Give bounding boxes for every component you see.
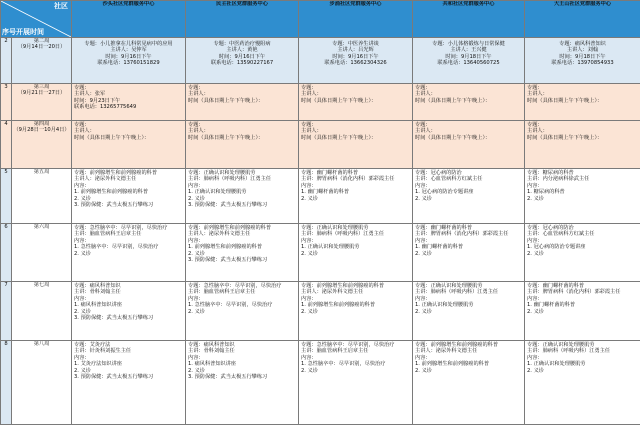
schedule-cell[interactable] xyxy=(299,282,413,341)
cell-text: 专题： 主讲人：张军 时间：9月23日下午 联系电话：13265775649 xyxy=(72,84,185,112)
schedule-cell[interactable] xyxy=(413,169,525,224)
schedule-cell[interactable] xyxy=(413,341,525,425)
schedule-cell[interactable] xyxy=(186,84,299,121)
row-number[interactable]: 6 xyxy=(1,224,12,282)
schedule-cell[interactable] xyxy=(299,169,413,224)
cell-text: 专题：糖尿病的科普 主讲：内分泌病科徐武主任 内容： 1. 糖尿病的科普 2. 义诊 xyxy=(525,169,640,203)
cell-text: 专题：中医养生讲谈 主讲人：吕光辉 时间：9月16日下午 联系电话：13662304326 xyxy=(299,38,412,68)
week-label: 第二周 （9月14日一20日） xyxy=(12,38,71,51)
cell-text: 专题：痛风科普知识 主讲人：刘翰 时间：9月18日下午 联系电话：13970854933 xyxy=(525,38,640,68)
row-number[interactable]: 7 xyxy=(1,282,12,341)
table-row xyxy=(1,84,640,121)
row-number[interactable]: 3 xyxy=(1,84,12,121)
schedule-cell[interactable] xyxy=(299,341,413,425)
cell-text: 专题：幽门螺杆菌的科普 主讲：脾胃病科（消化内科）郭彩霞主任 内容： 1. 幽门螺杆菌的科普 2. 义诊 xyxy=(525,282,640,316)
schedule-cell[interactable] xyxy=(525,121,640,169)
header-row xyxy=(1,1,640,38)
table-row xyxy=(1,38,640,84)
schedule-cell[interactable] xyxy=(525,38,640,84)
cell-text: 专题：痛风科普知识 主讲：骨科刘翰主任 内容： 1. 痛风科普知识讲座 2. 义诊 3. 预防保健：武当太极五行攀练习 xyxy=(72,282,185,322)
schedule-cell[interactable] xyxy=(525,282,640,341)
week-cell[interactable] xyxy=(12,84,72,121)
schedule-cell[interactable] xyxy=(72,38,186,84)
table-row xyxy=(1,121,640,169)
schedule-cell[interactable] xyxy=(72,169,186,224)
column-header-dawangshan[interactable]: 大王山社区党群服务中心 xyxy=(525,1,640,38)
cell-text: 专题：前列腺增生和前列腺癌的科普 主讲人：泌尿外科文德主任 内容： 1. 前列腺增生和前列腺癌的科普 2. 义诊 xyxy=(413,341,524,375)
cell-text: 专题：急性脑卒中：尽早识别，尽快治疗 主讲：脑血管病科王启章主任 内容： 1. 急性脑卒中：尽早识别，尽快治疗 2. 义诊 xyxy=(72,224,185,258)
schedule-cell[interactable] xyxy=(525,224,640,282)
cell-text: 专题：急性脑卒中：尽早识别，尽快治疗 主讲：脑血管病科王启章主任 内容： 1. 急性脑卒中：尽早识别，尽快治疗 2. 义诊 xyxy=(186,282,298,316)
cell-text: 专题：艾灸疗法 主讲：针灸科刘振生主任 内容： 1. 艾灸疗法知识讲座 2. 义诊 3. 预防保健：武当太极五行攀练习 xyxy=(72,341,185,381)
header-time-label: 序号开展时间 xyxy=(2,28,44,36)
week-cell[interactable] xyxy=(12,121,72,169)
column-header-minzhu[interactable]: 民主社区党群服务中心 xyxy=(186,1,299,38)
table-row xyxy=(1,341,640,425)
row-number[interactable]: 5 xyxy=(1,169,12,224)
column-header-gonghe[interactable]: 共和社区党群服务中心 xyxy=(413,1,525,38)
table-row xyxy=(1,224,640,282)
schedule-cell[interactable] xyxy=(299,121,413,169)
column-header-shatou[interactable]: 沙头社区党群服务中心 xyxy=(72,1,186,38)
row-number[interactable]: 4 xyxy=(1,121,12,169)
header-diagonal-cell[interactable] xyxy=(1,1,72,38)
schedule-cell[interactable] xyxy=(299,224,413,282)
cell-text: 专题：小儿推拿在儿科常见病中的应用 主讲人：吴仲军 时间：9月16日下午 联系电话：13760151829 xyxy=(72,38,185,68)
cell-text: 专题：正确认识和处理腰肌劳 主讲：肺病科（呼吸内科）江勇主任 内容： 1. 正确认识和处理腰肌劳 2. 义诊 3. 预防保健：武当太极五行攀练习 xyxy=(186,169,298,209)
schedule-cell[interactable] xyxy=(72,224,186,282)
schedule-cell[interactable] xyxy=(186,282,299,341)
cell-text: 专题： 主讲人： 时间（具体日期上午下午晚上）： xyxy=(72,121,185,142)
cell-text: 专题：中医药治疗慢阻病 主讲人：黄艳 时间：9月16日下午 联系电话：13590227167 xyxy=(186,38,298,68)
cell-text: 专题：痛风科普知识 主讲：骨科刘翰主任 内容： 1. 痛风科普知识讲座 2. 义诊 3. 预防保健：武当太极五行攀练习 xyxy=(186,341,298,381)
schedule-cell[interactable] xyxy=(299,38,413,84)
cell-text: 专题：冠心病的防治 主讲：心血管病科方红斌主任 内容： 1. 冠心病的防治专题讲座 2. 义诊 xyxy=(525,224,640,258)
schedule-cell[interactable] xyxy=(299,84,413,121)
cell-text: 专题：急性脑卒中：尽早识别，尽快治疗 主讲：脑血管病科王启章主任 内容： 1. 急性脑卒中：尽早识别，尽快治疗 2. 义诊 xyxy=(299,341,412,375)
week-label: 第四周 （9月28日一10月4日） xyxy=(12,121,71,134)
cell-text: 专题： 主讲人： 时间（具体日期上午下午晚上）： xyxy=(299,84,412,105)
week-label: 第三周 （9月21日一27日） xyxy=(12,84,71,97)
schedule-cell[interactable] xyxy=(72,121,186,169)
row-number[interactable]: 8 xyxy=(1,341,12,425)
week-cell[interactable]: 第八周 xyxy=(12,341,72,425)
table-row xyxy=(1,282,640,341)
schedule-cell[interactable] xyxy=(186,224,299,282)
schedule-cell[interactable] xyxy=(72,84,186,121)
row-number[interactable]: 2 xyxy=(1,38,12,84)
cell-text: 专题：正确认识和处理腰肌劳 主讲：肺病科（呼吸内科）江勇主任 内容： 1. 正确认识和处理腰肌劳 2. 义诊 xyxy=(525,341,640,375)
cell-text: 专题：前列腺增生和前列腺癌的科普 主讲人：泌尿外科文德主任 内容： 1. 前列腺增生和前列腺癌的科普 2. 义诊 3. 预防保健：武当太极五行攀练习 xyxy=(72,169,185,209)
cell-text: 专题：幽门螺杆菌的科普 主讲：脾胃病科（消化内科）郭彩霞主任 内容： 1. 幽门螺杆菌的科普 2. 义诊 xyxy=(299,169,412,203)
cell-text: 专题： 主讲人： 时间（具体日期上午下午晚上）： xyxy=(525,121,640,142)
schedule-cell[interactable] xyxy=(186,341,299,425)
cell-text: 专题：正确认识和处理腰肌劳 主讲：肺病科（呼吸内科）江勇主任 内容： 1. 正确认识和处理腰肌劳 2. 义诊 xyxy=(413,282,524,316)
header-community-label: 社区 xyxy=(54,2,68,10)
column-header-buyong[interactable]: 步涌社区党群服务中心 xyxy=(299,1,413,38)
cell-text: 专题： 主讲人： 时间（具体日期上午下午晚上）： xyxy=(186,84,298,105)
schedule-cell[interactable] xyxy=(72,282,186,341)
schedule-cell[interactable] xyxy=(186,169,299,224)
schedule-cell[interactable] xyxy=(413,224,525,282)
schedule-cell[interactable] xyxy=(525,169,640,224)
week-cell[interactable]: 第七周 xyxy=(12,282,72,341)
schedule-cell[interactable] xyxy=(525,84,640,121)
cell-text: 专题： 主讲人： 时间（具体日期上午下午晚上）： xyxy=(413,84,524,105)
week-cell[interactable]: 第六周 xyxy=(12,224,72,282)
cell-text: 专题：前列腺增生和前列腺癌的科普 主讲人：泌尿外科文德主任 内容： 1. 前列腺增生和前列腺癌的科普 2. 义诊 3. 预防保健：武当太极五行攀练习 xyxy=(186,224,298,264)
cell-text: 专题：正确认识和处理腰肌劳 主讲：肺病科（呼吸内科）江勇主任 内容： 1. 正确认识和处理腰肌劳 2. 义诊 xyxy=(299,224,412,258)
cell-text: 专题： 主讲人： 时间（具体日期上午下午晚上）： xyxy=(186,121,298,142)
cell-text: 专题：冠心病的防治 主讲：心血管病科方红斌主任 内容： 1. 冠心病的防治专题讲座 2. 义诊 xyxy=(413,169,524,203)
schedule-cell[interactable] xyxy=(413,84,525,121)
schedule-cell[interactable] xyxy=(525,341,640,425)
week-cell[interactable]: 第五周 xyxy=(12,169,72,224)
cell-text: 专题： 主讲人： 时间（具体日期上午下午晚上）： xyxy=(525,84,640,105)
schedule-cell[interactable] xyxy=(413,38,525,84)
schedule-cell[interactable] xyxy=(413,121,525,169)
cell-text: 专题：前列腺增生和前列腺癌的科普 主讲人：泌尿外科文德主任 内容： 1. 前列腺增生和前列腺癌的科普 2. 义诊 xyxy=(299,282,412,316)
schedule-cell[interactable] xyxy=(186,38,299,84)
week-cell[interactable] xyxy=(12,38,72,84)
table-row xyxy=(1,169,640,224)
cell-text: 专题： 主讲人： 时间（具体日期上午下午晚上）： xyxy=(413,121,524,142)
schedule-cell[interactable] xyxy=(186,121,299,169)
cell-text: 专题：小儿体格锻炼与日常保健 主讲人：王兴健 时间：9月18日下午 联系电话：13640560725 xyxy=(413,38,524,68)
schedule-cell[interactable] xyxy=(72,341,186,425)
cell-text: 专题：幽门螺杆菌的科普 主讲：脾胃病科（消化内科）郭彩霞主任 内容： 1. 幽门螺杆菌的科普 2. 义诊 xyxy=(413,224,524,258)
schedule-cell[interactable] xyxy=(413,282,525,341)
cell-text: 专题： 主讲人： 时间（具体日期上午下午晚上）： xyxy=(299,121,412,142)
